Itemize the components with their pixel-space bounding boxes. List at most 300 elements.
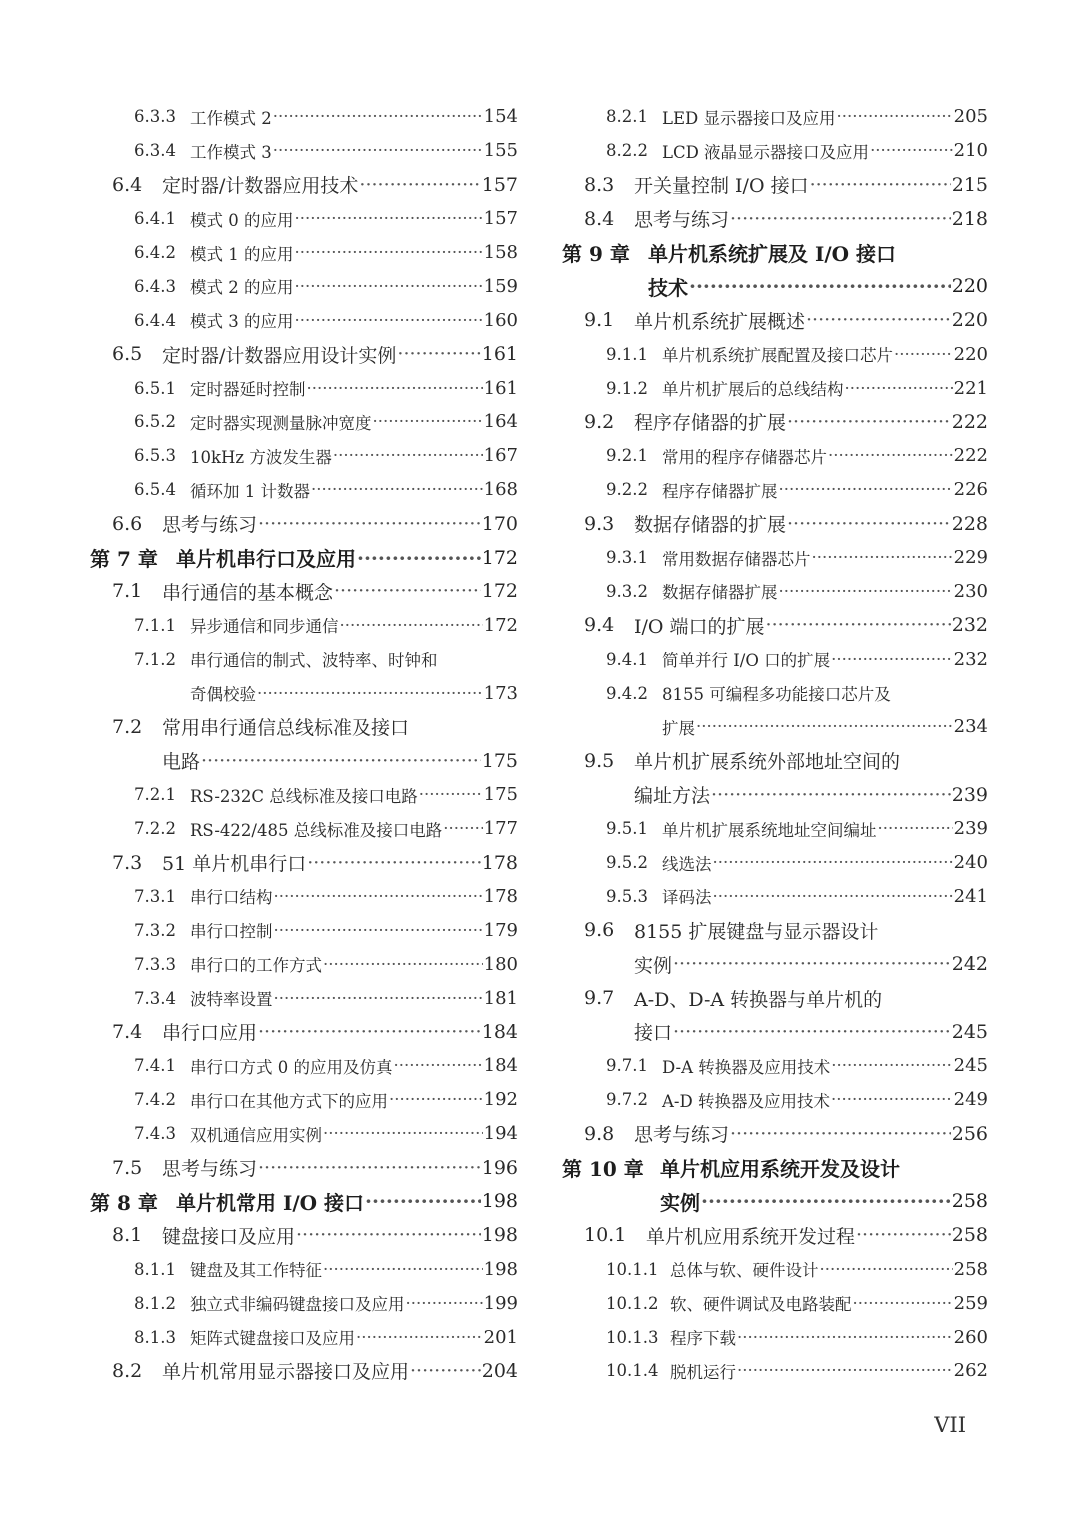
entry-number: 9.1.2 bbox=[606, 378, 648, 398]
page-number: 157 bbox=[483, 208, 518, 230]
toc-subsection-entry bbox=[562, 710, 988, 744]
entry-title: 简单并行 I/O 口的扩展 bbox=[662, 651, 831, 671]
entry-title: 单片机应用系统开发及设计 bbox=[660, 1157, 900, 1182]
dot-leader bbox=[295, 311, 483, 330]
dot-leader bbox=[853, 1294, 953, 1313]
entry-number: 8.1.2 bbox=[134, 1293, 176, 1313]
page-number: 232 bbox=[953, 648, 988, 670]
entry-title: 8155 扩展键盘与显示器设计 bbox=[634, 920, 879, 943]
page-number: 173 bbox=[483, 682, 518, 704]
toc-section-entry bbox=[562, 202, 988, 236]
entry-title: 思考与练习 bbox=[162, 514, 258, 537]
dot-leader bbox=[730, 1123, 951, 1145]
entry-number: 6.4.1 bbox=[134, 209, 176, 229]
entry-title: 模式 1 的应用 bbox=[190, 244, 294, 264]
entry-number: 9.3.1 bbox=[606, 548, 648, 568]
entry-title: 电路 bbox=[162, 751, 201, 774]
toc-section-entry bbox=[90, 574, 518, 608]
page-number: 194 bbox=[483, 1123, 518, 1145]
entry-number: 10.1.2 bbox=[606, 1293, 659, 1313]
entry-title: 编址方法 bbox=[634, 785, 711, 808]
page-number: 177 bbox=[483, 818, 518, 840]
entry-title: 串行通信的基本概念 bbox=[162, 581, 334, 604]
dot-leader bbox=[689, 274, 951, 298]
dot-leader bbox=[359, 174, 480, 196]
entry-title: 扩展 bbox=[662, 718, 695, 738]
entry-title: 串行口应用 bbox=[162, 1022, 258, 1045]
entry-title: 单片机扩展系统外部地址空间的 bbox=[634, 751, 901, 774]
page-number: 167 bbox=[483, 445, 518, 467]
toc-section-entry bbox=[90, 337, 518, 371]
page-number: 258 bbox=[951, 1190, 988, 1213]
entry-title: 程序存储器的扩展 bbox=[634, 412, 787, 435]
page-number: 220 bbox=[953, 343, 988, 365]
dot-leader bbox=[696, 717, 953, 736]
page-number: 180 bbox=[483, 953, 518, 975]
entry-title: 键盘及其工作特征 bbox=[190, 1261, 322, 1281]
entry-title: 单片机系统扩展及 I/O 接口 bbox=[648, 242, 897, 266]
toc-subsection-entry bbox=[562, 1320, 988, 1354]
entry-number: 9.8 bbox=[584, 1122, 615, 1145]
page-number: 184 bbox=[481, 1020, 518, 1043]
toc-subsection-entry bbox=[90, 269, 518, 303]
toc-subsection-entry bbox=[90, 1083, 518, 1117]
page-number: 198 bbox=[483, 1258, 518, 1280]
toc-subsection-entry bbox=[562, 1083, 988, 1117]
page-number: 154 bbox=[483, 106, 518, 128]
entry-title: 单片机扩展后的总线结构 bbox=[662, 380, 844, 400]
toc-subsection-entry bbox=[562, 439, 988, 473]
entry-number: 7.5 bbox=[112, 1156, 143, 1179]
toc-subsection-entry bbox=[562, 541, 988, 575]
entry-number: 10.1.4 bbox=[606, 1361, 659, 1381]
page-number: 158 bbox=[483, 242, 518, 263]
page-number: 178 bbox=[483, 885, 518, 907]
toc-subsection-entry bbox=[90, 236, 518, 270]
entry-title: 常用串行通信总线标准及接口 bbox=[162, 717, 410, 740]
entry-title: 51 单片机串行口 bbox=[162, 853, 307, 876]
entry-title: RS-422/485 总线标准及接口电路 bbox=[190, 820, 443, 840]
dot-leader bbox=[258, 513, 481, 535]
entry-number: 7.4 bbox=[112, 1020, 143, 1043]
entry-title: 脱机运行 bbox=[670, 1362, 736, 1382]
entry-title: 译码法 bbox=[662, 888, 712, 908]
page-number: 181 bbox=[483, 987, 518, 1009]
dot-leader bbox=[323, 1124, 483, 1143]
entry-number: 6.4.2 bbox=[134, 243, 176, 262]
dot-leader bbox=[831, 1090, 953, 1109]
dot-leader bbox=[334, 580, 481, 602]
entry-title: 8155 可编程多功能接口芯片及 bbox=[662, 685, 891, 705]
entry-title: 单片机扩展系统地址空间编址 bbox=[662, 820, 877, 840]
page-number: 241 bbox=[953, 885, 988, 907]
entry-number: 9.2 bbox=[584, 410, 615, 433]
entry-title: 串行口控制 bbox=[190, 922, 273, 942]
dot-leader bbox=[845, 379, 953, 398]
page-number: 179 bbox=[483, 919, 518, 941]
page-number: 218 bbox=[951, 207, 988, 230]
page-number: 239 bbox=[953, 818, 988, 840]
entry-title: 双机通信应用实例 bbox=[190, 1125, 322, 1145]
entry-number: 6.5.3 bbox=[134, 446, 176, 466]
page-number: 205 bbox=[953, 106, 988, 128]
page-number: 230 bbox=[953, 580, 988, 602]
entry-number: 7.4.3 bbox=[134, 1124, 176, 1144]
entry-number: 9.3.2 bbox=[606, 581, 648, 601]
entry-number: 9.5.1 bbox=[606, 819, 648, 839]
dot-leader bbox=[766, 614, 951, 636]
dot-leader bbox=[856, 1224, 951, 1246]
toc-subsection-entry bbox=[90, 642, 518, 676]
page-number: 240 bbox=[953, 852, 988, 874]
toc-subsection-entry bbox=[90, 913, 518, 947]
page-number: 229 bbox=[953, 547, 988, 569]
page-number: 161 bbox=[483, 377, 518, 399]
dot-leader bbox=[323, 1260, 483, 1279]
toc-section-entry bbox=[562, 168, 988, 202]
toc-subsection-entry bbox=[562, 371, 988, 405]
entry-number: 7.3.3 bbox=[134, 954, 176, 974]
toc-subsection-entry bbox=[562, 676, 988, 710]
entry-number: 8.2 bbox=[112, 1359, 143, 1382]
entry-number: 7.4.1 bbox=[134, 1056, 176, 1076]
dot-leader bbox=[701, 1189, 951, 1213]
entry-title: 单片机应用系统开发过程 bbox=[646, 1225, 856, 1248]
entry-number: 6.4 bbox=[112, 173, 143, 196]
entry-title: 模式 3 的应用 bbox=[190, 312, 294, 332]
dot-leader bbox=[836, 107, 952, 126]
page-number: 155 bbox=[483, 140, 518, 162]
page-number: 221 bbox=[953, 377, 988, 399]
page-number: 222 bbox=[953, 445, 988, 467]
entry-number: 7.2.1 bbox=[134, 785, 176, 805]
entry-number: 9.7.1 bbox=[606, 1056, 648, 1076]
toc-section-entry bbox=[562, 947, 988, 981]
entry-title: 波特率设置 bbox=[190, 990, 273, 1010]
entry-title: 串行通信的制式、波特率、时钟和 bbox=[190, 651, 438, 671]
entry-number: 7.1.2 bbox=[134, 649, 176, 669]
page-number: 201 bbox=[483, 1326, 518, 1348]
toc-chapter-entry bbox=[562, 236, 988, 270]
entry-number: 6.5.4 bbox=[134, 480, 176, 500]
page-number: 192 bbox=[483, 1089, 518, 1111]
toc-section-entry bbox=[90, 846, 518, 880]
entry-title: 线选法 bbox=[662, 854, 712, 874]
page-number: 184 bbox=[483, 1055, 518, 1077]
entry-title: 常用的程序存储器芯片 bbox=[662, 447, 827, 467]
page-number: 259 bbox=[953, 1292, 988, 1314]
toc-section-entry bbox=[562, 1015, 988, 1049]
toc-subsection-entry bbox=[90, 473, 518, 507]
entry-number: 8.2.2 bbox=[606, 141, 648, 161]
toc-section-entry bbox=[562, 913, 988, 947]
entry-title: 软、硬件调试及电路装配 bbox=[670, 1295, 852, 1315]
page-number: 198 bbox=[481, 1190, 518, 1213]
toc-section-entry bbox=[90, 710, 518, 744]
entry-number: 7.3.4 bbox=[134, 988, 176, 1008]
entry-title: 模式 2 的应用 bbox=[190, 278, 294, 298]
toc-section-entry bbox=[562, 405, 988, 439]
dot-leader bbox=[828, 446, 953, 465]
dot-leader bbox=[295, 209, 483, 228]
toc-section-entry bbox=[562, 303, 988, 337]
dot-leader bbox=[201, 750, 481, 772]
entry-title: 技术 bbox=[648, 275, 688, 300]
entry-number: 9.4.1 bbox=[606, 649, 648, 669]
page-number: 228 bbox=[951, 512, 988, 535]
page-number: 178 bbox=[481, 851, 518, 874]
toc-section-entry bbox=[562, 608, 988, 642]
entry-title: 总体与软、硬件设计 bbox=[670, 1261, 819, 1281]
entry-number: 7.1 bbox=[112, 580, 143, 603]
entry-number: 第 10 章 bbox=[562, 1157, 644, 1182]
entry-title: 定时器/计数器应用技术 bbox=[162, 175, 359, 198]
page-number: 245 bbox=[951, 1020, 988, 1043]
page-number: 234 bbox=[953, 716, 988, 738]
entry-title: 开关量控制 I/O 接口 bbox=[634, 175, 809, 198]
dot-leader bbox=[307, 379, 483, 398]
dot-leader bbox=[730, 208, 951, 230]
page-number: 242 bbox=[951, 953, 988, 976]
entry-number: 8.1 bbox=[112, 1224, 143, 1247]
entry-title: 思考与练习 bbox=[162, 1158, 258, 1181]
dot-leader bbox=[419, 785, 483, 804]
toc-subsection-entry bbox=[90, 676, 518, 710]
entry-number: 9.5 bbox=[584, 749, 615, 772]
dot-leader bbox=[831, 1056, 952, 1075]
entry-title: RS-232C 总线标准及接口电路 bbox=[190, 786, 418, 806]
toc-subsection-entry bbox=[562, 1049, 988, 1083]
dot-leader bbox=[779, 480, 953, 499]
page-number: 256 bbox=[951, 1122, 988, 1145]
entry-title: 程序下载 bbox=[670, 1329, 736, 1348]
dot-leader bbox=[810, 174, 951, 196]
entry-title: 10kHz 方波发生器 bbox=[190, 447, 332, 467]
dot-leader bbox=[406, 1294, 483, 1313]
entry-title: 串行口在其他方式下的应用 bbox=[190, 1091, 388, 1111]
entry-title: 程序存储器扩展 bbox=[662, 481, 778, 501]
entry-number: 9.1 bbox=[584, 309, 615, 332]
toc-subsection-entry bbox=[562, 134, 988, 168]
toc-subsection-entry bbox=[562, 846, 988, 880]
entry-number: 10.1.3 bbox=[606, 1327, 659, 1347]
page-number: 172 bbox=[483, 614, 518, 636]
dot-leader bbox=[397, 343, 480, 365]
entry-number: 9.4 bbox=[584, 614, 615, 637]
page-number: 172 bbox=[481, 546, 518, 569]
dot-leader bbox=[323, 955, 483, 974]
toc-chapter-entry bbox=[90, 1185, 518, 1219]
toc-subsection-entry bbox=[562, 574, 988, 608]
entry-number: 6.5.1 bbox=[134, 378, 176, 398]
toc-section-entry bbox=[90, 1218, 518, 1252]
entry-number: 9.3 bbox=[584, 512, 615, 535]
dot-leader bbox=[894, 345, 953, 364]
toc-subsection-entry bbox=[90, 879, 518, 913]
entry-number: 6.5.2 bbox=[134, 412, 176, 432]
page-number: 157 bbox=[481, 173, 518, 196]
entry-title: 矩阵式键盘接口及应用 bbox=[190, 1329, 355, 1348]
entry-title: 定时器/计数器应用设计实例 bbox=[162, 344, 397, 367]
entry-title: 实例 bbox=[660, 1190, 700, 1215]
toc-subsection-entry bbox=[562, 1252, 988, 1286]
dot-leader bbox=[273, 107, 483, 126]
page-number: 204 bbox=[481, 1359, 518, 1382]
dot-leader bbox=[713, 887, 953, 906]
dot-leader bbox=[787, 513, 951, 535]
entry-title: 单片机串行口及应用 bbox=[176, 547, 356, 572]
entry-number: 7.2 bbox=[112, 715, 143, 738]
toc-section-entry bbox=[90, 1151, 518, 1185]
entry-title: 异步通信和同步通信 bbox=[190, 617, 339, 637]
page-number: 170 bbox=[481, 512, 518, 535]
dot-leader bbox=[787, 411, 951, 433]
toc-section-entry bbox=[562, 778, 988, 812]
entry-number: 9.2.1 bbox=[606, 446, 648, 466]
entry-number: 7.3 bbox=[112, 851, 143, 874]
page-number: 168 bbox=[483, 479, 518, 501]
toc-section-entry bbox=[562, 744, 988, 778]
page-number: 260 bbox=[953, 1326, 988, 1348]
dot-leader bbox=[295, 243, 483, 262]
dot-leader bbox=[273, 141, 483, 160]
entry-number: 9.6 bbox=[584, 919, 615, 942]
dot-leader bbox=[820, 1260, 953, 1279]
dot-leader bbox=[410, 1360, 481, 1382]
entry-title: 定时器延时控制 bbox=[190, 380, 306, 400]
dot-leader bbox=[443, 819, 482, 838]
dot-leader bbox=[806, 309, 951, 331]
dot-leader bbox=[779, 582, 953, 601]
page-number: 160 bbox=[483, 309, 518, 331]
entry-number: 第 9 章 bbox=[562, 242, 630, 266]
entry-title: 奇偶校验 bbox=[190, 685, 256, 705]
dot-leader bbox=[333, 446, 483, 465]
toc-section-entry bbox=[90, 507, 518, 541]
dot-leader bbox=[812, 548, 953, 567]
entry-title: 常用数据存储器芯片 bbox=[662, 549, 811, 569]
entry-number: 6.3.4 bbox=[134, 141, 176, 161]
toc-section-entry bbox=[562, 507, 988, 541]
page-number: 249 bbox=[953, 1089, 988, 1111]
toc-subsection-entry bbox=[90, 1286, 518, 1320]
entry-title: 实例 bbox=[634, 954, 673, 977]
page-number: 172 bbox=[481, 580, 518, 603]
toc-subsection-entry bbox=[90, 812, 518, 846]
dot-leader bbox=[340, 616, 483, 635]
toc-subsection-entry bbox=[90, 134, 518, 168]
entry-number: 10.1.1 bbox=[606, 1259, 659, 1279]
entry-number: 6.4.3 bbox=[134, 276, 176, 296]
entry-title: 接口 bbox=[634, 1022, 673, 1045]
toc-chapter-entry bbox=[562, 1151, 988, 1185]
entry-number: 8.4 bbox=[584, 207, 615, 230]
toc-section-entry bbox=[562, 1117, 988, 1151]
toc-subsection-entry bbox=[562, 812, 988, 846]
entry-title: 单片机常用 I/O 接口 bbox=[176, 1190, 365, 1215]
page-folio: VII bbox=[934, 1413, 966, 1437]
dot-leader bbox=[713, 853, 953, 872]
page-number: 220 bbox=[951, 309, 988, 332]
entry-number: 9.7 bbox=[584, 987, 615, 1010]
toc-chapter-entry bbox=[562, 269, 988, 303]
dot-leader bbox=[737, 1328, 953, 1347]
toc-subsection-entry bbox=[90, 303, 518, 337]
entry-title: 模式 0 的应用 bbox=[190, 210, 294, 230]
page-number: 161 bbox=[481, 343, 518, 366]
toc-chapter-entry bbox=[90, 541, 518, 575]
entry-number: 7.2.2 bbox=[134, 819, 176, 839]
dot-leader bbox=[274, 921, 483, 940]
toc-subsection-entry bbox=[90, 100, 518, 134]
dot-leader bbox=[831, 650, 953, 669]
entry-title: 工作模式 3 bbox=[190, 142, 272, 162]
page-number: 175 bbox=[483, 784, 518, 806]
entry-number: 6.3.3 bbox=[134, 107, 176, 127]
entry-title: LCD 液晶显示器接口及应用 bbox=[662, 142, 870, 162]
toc-section-entry bbox=[90, 1015, 518, 1049]
entry-number: 9.4.2 bbox=[606, 683, 648, 703]
toc-subsection-entry bbox=[562, 337, 988, 371]
page-number: 220 bbox=[951, 275, 988, 298]
page-number: 245 bbox=[953, 1055, 988, 1077]
entry-title: 单片机系统扩展概述 bbox=[634, 310, 806, 333]
toc-subsection-entry bbox=[90, 1049, 518, 1083]
toc-subsection-entry bbox=[90, 439, 518, 473]
toc-right-column bbox=[562, 100, 988, 1388]
entry-number: 8.1.3 bbox=[134, 1327, 176, 1347]
dot-leader bbox=[365, 1189, 481, 1213]
page-number: 215 bbox=[951, 173, 988, 196]
dot-leader bbox=[389, 1090, 483, 1109]
page-number: 258 bbox=[953, 1258, 988, 1280]
entry-number: 8.3 bbox=[584, 173, 615, 196]
dot-leader bbox=[878, 819, 953, 838]
toc-subsection-entry bbox=[562, 100, 988, 134]
entry-number: 9.7.2 bbox=[606, 1090, 648, 1110]
entry-title: A-D 转换器及应用技术 bbox=[662, 1091, 830, 1111]
dot-leader bbox=[357, 546, 481, 570]
dot-leader bbox=[274, 887, 483, 906]
entry-number: 7.3.1 bbox=[134, 886, 176, 906]
entry-title: 单片机常用显示器接口及应用 bbox=[162, 1361, 410, 1384]
page-number: 199 bbox=[483, 1292, 518, 1314]
entry-number: 6.4.4 bbox=[134, 310, 176, 330]
page-number: 198 bbox=[481, 1224, 518, 1247]
entry-number: 7.1.1 bbox=[134, 615, 176, 635]
entry-number: 6.5 bbox=[112, 343, 143, 366]
entry-title: 单片机系统扩展配置及接口芯片 bbox=[662, 346, 893, 366]
toc-subsection-entry bbox=[562, 473, 988, 507]
entry-number: 6.6 bbox=[112, 512, 143, 535]
toc-section-entry bbox=[90, 168, 518, 202]
page-number: 159 bbox=[483, 275, 518, 297]
entry-title: I/O 端口的扩展 bbox=[634, 615, 765, 638]
toc-chapter-entry bbox=[562, 1185, 988, 1219]
entry-number: 第 8 章 bbox=[90, 1190, 158, 1215]
toc-section-entry bbox=[90, 1354, 518, 1388]
page-number: 262 bbox=[953, 1360, 988, 1382]
entry-number: 7.4.2 bbox=[134, 1090, 176, 1110]
toc-section-entry bbox=[90, 744, 518, 778]
entry-number: 第 7 章 bbox=[90, 547, 158, 572]
toc-subsection-entry bbox=[90, 1320, 518, 1354]
entry-number: 8.2.1 bbox=[606, 107, 648, 127]
dot-leader bbox=[373, 412, 483, 431]
page-number: 226 bbox=[953, 479, 988, 501]
toc-subsection-entry bbox=[90, 202, 518, 236]
dot-leader bbox=[307, 852, 481, 874]
